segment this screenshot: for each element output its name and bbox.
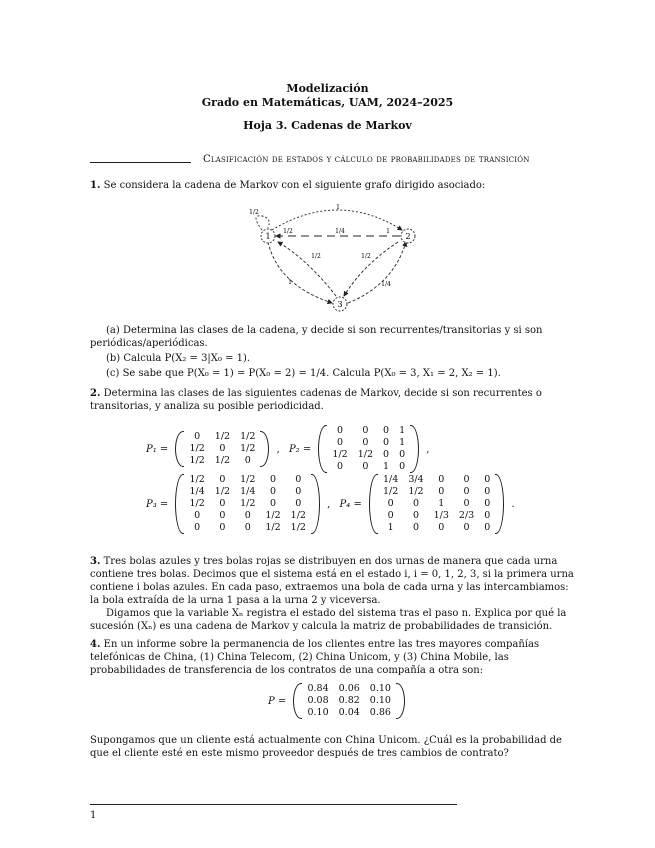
matrix-cell: 0	[219, 510, 226, 521]
matrix-cell: 1/4	[240, 486, 256, 497]
matrix-p3	[175, 474, 319, 534]
matrix-cell: 0.06	[338, 683, 360, 694]
matrix-cell: 0	[484, 474, 491, 485]
problem-1-part-a: (a) Determina las clases de la cadena, y decide si son recurrentes/transitorias y si son periódicas/aperiódicas.	[90, 325, 543, 349]
p2-comma: ,	[426, 443, 430, 455]
matrix-cell: 0.86	[369, 707, 391, 718]
matrix-cell: 0	[270, 498, 277, 509]
matrix-cell: 0.10	[307, 707, 329, 718]
matrix-cell: 1/2	[189, 498, 205, 509]
matrix-row	[327, 449, 410, 461]
edge-label-3-1-inner: 1/2	[311, 253, 321, 260]
matrix-cell: 0	[270, 486, 277, 497]
matrix-cell: 1/2	[265, 510, 281, 521]
matrix-cell: 0	[194, 431, 201, 442]
matrix-cell: 0.10	[369, 683, 391, 694]
problem-4-text-1: En un informe sobre la permanencia de los clientes entre las tres mayores compañías telefónicas de China, (1) China Telecom, (2) China Unicom, y (3) China Mobile, las probabilidades de transferencia de los contratos de una compañía a otra son:	[90, 639, 540, 676]
problem-1-number: 1.	[90, 180, 101, 191]
matrix-cell: 2/3	[458, 510, 475, 521]
problem-1-part-b: (b) Calcula P(X₂ = 3|X₀ = 1).	[106, 353, 251, 364]
matrix-cell: 0	[484, 510, 491, 521]
matrix-cell: 1	[438, 498, 445, 509]
matrix-cell: 0	[484, 522, 491, 533]
matrix-row-1	[146, 425, 435, 473]
matrix-cell: 0.10	[369, 695, 391, 706]
matrix-cell: 0.08	[307, 695, 329, 706]
matrix-cell: 1/2	[357, 449, 374, 460]
matrix-cell: 0	[244, 522, 251, 533]
p1-label: P₁ =	[146, 443, 169, 455]
matrix-row	[184, 474, 310, 486]
matrix-p1	[175, 431, 269, 467]
matrix-cell: 1/2	[240, 443, 256, 454]
matrix-cell: 0	[484, 498, 491, 509]
matrix-cell: 1/4	[189, 486, 205, 497]
matrix-row	[184, 486, 310, 498]
matrix-cell: 0	[295, 474, 302, 485]
matrix-cell: 0	[362, 461, 369, 472]
problem-3-text-1: Tres bolas azules y tres bolas rojas se distribuyen en dos urnas de manera que cada urna contiene tres bolas. Decimos que el sistema está en el estado i, i = 0, 1, 2, 3, si la primera urna contiene i bolas azules. En cada paso, extraemos una bola de cada urna y las intercambiamos: la bola extraída de la urna 1 pasa a la urna 2 y viceversa.	[90, 556, 574, 606]
matrix-cell: 1/2	[240, 474, 256, 485]
matrix-cell: 1/2	[332, 449, 348, 460]
problem-4-number: 4.	[90, 639, 101, 650]
matrix-cell: 1/2	[240, 431, 256, 442]
matrix-row-2	[146, 474, 521, 534]
problem-3-statement	[90, 555, 575, 607]
matrix-p2	[318, 425, 419, 473]
matrix-row	[184, 522, 310, 534]
section-rule	[90, 162, 191, 163]
matrix-row	[378, 486, 495, 498]
p1-comma: ,	[276, 443, 280, 455]
edge-label-1-3-outer: 1	[288, 279, 292, 286]
p3-label: P₃ =	[146, 498, 169, 510]
matrix-row	[184, 498, 310, 510]
p2-label: P₂ =	[288, 443, 312, 455]
matrix-cell: 0	[463, 486, 470, 497]
edge-label-mid: 1/4	[335, 228, 345, 235]
matrix-cell: 0	[438, 474, 445, 485]
matrix-cell: 0	[337, 437, 344, 448]
problem-3-number: 3.	[90, 556, 101, 567]
matrix-row	[378, 498, 495, 510]
matrix-cell: 0	[383, 449, 390, 460]
matrix-cell: 0	[244, 510, 251, 521]
matrix-cell: 1/2	[240, 498, 256, 509]
matrix-row	[327, 437, 410, 449]
problem-4-statement	[90, 638, 575, 677]
matrix-row	[327, 425, 410, 437]
matrix-cell: 0	[219, 443, 226, 454]
edge-label-2-mid: 1	[386, 228, 390, 235]
matrix-cell: 1/2	[214, 455, 231, 466]
matrix-cell: 0	[412, 498, 419, 509]
matrix-cell: 1/2	[189, 474, 205, 485]
problem-2-text: Determina las clases de las siguientes cadenas de Markov, decide si son recurrentes o transitorias, y analiza su posible periodicidad.	[90, 388, 542, 412]
matrix-row	[327, 461, 410, 473]
p3-comma: ,	[327, 498, 331, 510]
matrix-cell: 0.04	[338, 707, 360, 718]
matrix-cell: 0	[412, 522, 419, 533]
problem-1-statement	[90, 179, 575, 192]
node-1-label: 1	[265, 232, 271, 241]
matrix-row	[184, 455, 260, 467]
matrix-cell: 0	[387, 498, 394, 509]
matrix-row	[378, 510, 495, 522]
matrix-cell: 0	[463, 522, 470, 533]
markov-graph	[248, 200, 418, 315]
degree-title: Grado en Matemáticas, UAM, 2024–2025	[201, 96, 454, 109]
matrix-cell: 0	[399, 449, 406, 460]
matrix-cell: 0	[295, 486, 302, 497]
footer-rule	[90, 804, 457, 805]
matrix-cell: 0.82	[338, 695, 360, 706]
edge-label-loop: 1/2	[249, 209, 259, 216]
edge-3-1-inner	[278, 242, 336, 296]
section-title: Clasificación de estados y cálculo de probabilidades de transición	[203, 154, 530, 165]
matrix-cell: 0	[337, 425, 344, 436]
matrix-row	[378, 522, 495, 534]
edge-1-1-loop	[256, 216, 269, 230]
matrix-cell: 1/2	[383, 486, 399, 497]
matrix-cell: 0	[219, 474, 226, 485]
matrix-cell: 0	[383, 425, 390, 436]
p-label: P =	[268, 695, 287, 707]
edge-label-top: 1	[336, 204, 340, 211]
matrix-cell: 0	[387, 510, 394, 521]
edge-3-2-outer	[348, 242, 406, 303]
matrix-cell: 0	[399, 461, 406, 472]
page-number: 1	[90, 810, 97, 821]
node-3-label: 3	[337, 300, 343, 309]
matrix-row	[302, 707, 395, 719]
matrix-cell: 0	[438, 522, 445, 533]
matrix-row	[378, 474, 495, 486]
matrix-cell: 0	[295, 498, 302, 509]
problem-3-text-2: Digamos que la variable Xₙ registra el estado del sistema tras el paso n. Explica por qué la sucesión (Xₙ) es una cadena de Markov y calcula la matriz de probabilidades de transición.	[90, 608, 567, 632]
matrix-row	[184, 431, 260, 443]
matrix-cell: 1/4	[383, 474, 399, 485]
matrix-cell: 0	[383, 437, 390, 448]
matrix-cell: 1/2	[265, 522, 281, 533]
course-title: Modelización	[286, 82, 369, 95]
matrix-cell: 0.84	[307, 683, 329, 694]
matrix-cell: 0	[463, 474, 470, 485]
matrix-cell: 0	[438, 486, 445, 497]
sheet-title: Hoja 3. Cadenas de Markov	[243, 119, 412, 132]
matrix-cell: 1/2	[214, 486, 231, 497]
problem-2-statement	[90, 387, 575, 413]
matrix-cell: 0	[484, 486, 491, 497]
matrix-cell: 1/2	[290, 510, 306, 521]
matrix-cell: 1/2	[189, 443, 205, 454]
matrix-cell: 0	[362, 425, 369, 436]
matrix-cell: 1	[387, 522, 394, 533]
matrix-cell: 1/2	[189, 455, 205, 466]
matrix-p	[293, 683, 404, 719]
p4-period: .	[511, 498, 515, 510]
matrix-cell: 0	[362, 437, 369, 448]
matrix-row	[184, 510, 310, 522]
matrix-row	[302, 683, 395, 695]
matrix-cell: 1	[383, 461, 390, 472]
matrix-cell: 0	[270, 474, 277, 485]
matrix-cell: 0	[194, 522, 201, 533]
matrix-cell: 1/3	[433, 510, 449, 521]
matrix-cell: 1	[399, 425, 406, 436]
edge-1-3-outer	[268, 242, 332, 303]
matrix-cell: 3/4	[408, 474, 424, 485]
edge-label-3-2-outer: 1/4	[381, 281, 391, 288]
matrix-cell: 0	[337, 461, 344, 472]
matrix-cell: 1/2	[408, 486, 424, 497]
matrix-cell: 0	[219, 498, 226, 509]
matrix-cell: 0	[463, 498, 470, 509]
matrix-cell: 0	[219, 522, 226, 533]
problem-1-text: Se considera la cadena de Markov con el siguiente grafo dirigido asociado:	[103, 180, 486, 191]
matrix-cell: 0	[412, 510, 419, 521]
matrix-row	[184, 443, 260, 455]
matrix-row	[302, 695, 395, 707]
matrix-cell: 1/2	[290, 522, 306, 533]
node-2-label: 2	[405, 232, 411, 241]
edge-1-2-top	[272, 210, 402, 230]
problem-2-number: 2.	[90, 388, 101, 399]
problem-1-part-c: (c) Se sabe que P(X₀ = 1) = P(X₀ = 2) = 1/4. Calcula P(X₀ = 3, X₁ = 2, X₂ = 1).	[106, 368, 501, 379]
matrix-row-3	[268, 683, 405, 719]
matrix-cell: 0	[194, 510, 201, 521]
matrix-cell: 0	[244, 455, 251, 466]
problem-4-text-2: Supongamos que un cliente está actualmente con China Unicom. ¿Cuál es la probabilidad de que el cliente esté en este mismo proveedor después de tres cambios de contrato?	[90, 735, 562, 759]
p4-label: P₄ =	[339, 498, 362, 510]
edge-label-2-3-inner: 1/2	[361, 253, 371, 260]
matrix-cell: 1	[399, 437, 406, 448]
matrix-cell: 1/2	[214, 431, 231, 442]
edge-label-extra: 1/2	[283, 228, 293, 235]
matrix-p4	[369, 474, 504, 534]
